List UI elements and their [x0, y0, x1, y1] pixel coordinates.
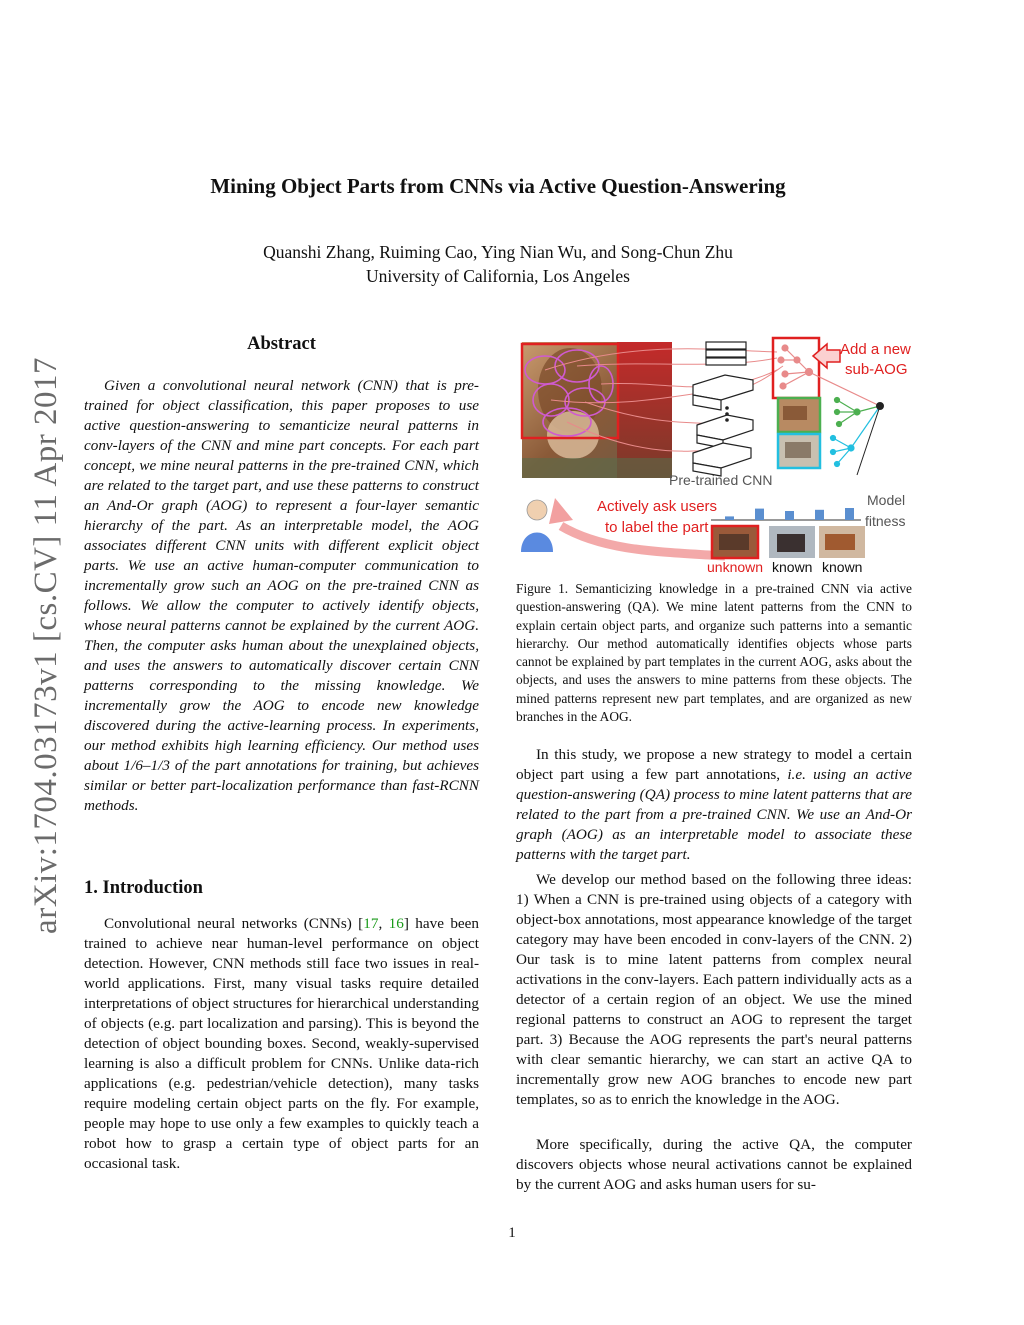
horse-photo: [522, 342, 672, 478]
ask-arrow-head: [549, 498, 573, 524]
figure-1-diagram: [515, 330, 915, 580]
right-paragraph-1: [516, 745, 912, 865]
affiliation: University of California, Los Angeles: [366, 266, 630, 286]
fitness-bar: [845, 508, 854, 520]
known-horse-thumbnails: [778, 398, 820, 468]
section-heading-introduction: 1. Introduction: [84, 878, 203, 898]
right-paragraph-3: More specifically, during the active QA, the computer discovers objects whose neural activations cannot be explained by the current AOG and asks human users for su-: [516, 1136, 912, 1193]
intro-paragraph: [84, 914, 479, 1174]
cnn-stack: [693, 342, 753, 476]
paper-title: Mining Object Parts from CNNs via Active Question-Answering: [210, 174, 786, 198]
intro-text-rest: ] have been trained to achieve near human-level performance on object detection. However, CNN methods still face two issues in real-world applications. First, many visual tasks require detailed interpretations of object structures for hierarchical understanding of objects (e.g. part localization and parsing). This is beyond the detection of object bounding boxes. Second, weakly-supervised learning is also a difficult problem for CNNs. Unlike data-rich applications (e.g. pedestrian/vehicle detection), many tasks require modeling certain object parts on the fly. For example, people may hope to use only a few examples to quickly teach a robot how to grasp a certain type of object parts for an occasional task.: [84, 915, 479, 1172]
add-arrow: [813, 344, 840, 368]
query-thumbnails: [712, 526, 865, 558]
arxiv-id: arXiv:1704.03173v1 [cs.CV] 11 Apr 2017: [27, 356, 64, 934]
label-actively-ask: Actively ask users: [597, 498, 718, 515]
page-number: 1: [508, 1225, 516, 1241]
label-sub-aog: sub-AOG: [845, 361, 908, 378]
fitness-bars: [725, 508, 854, 520]
label-label-part: to label the part: [605, 519, 709, 536]
human-user-icon: [521, 500, 553, 552]
label-fitness: fitness: [865, 513, 906, 529]
figure-caption: Figure 1. Semanticizing knowledge in a pre-trained CNN via active question-answering (QA). We mine latent patterns from the CNN to explain certain object parts, and organize such patterns into a semantic hierarchy. Our method automatically identifies objects whose parts cannot be explained by part templates in the current AOG, asks about the objects, and uses the answers to mine patterns from these objects. The mined patterns represent new part templates, and are organized as new branches in the AOG.: [516, 581, 912, 725]
figure-1: [515, 330, 915, 580]
rp1-plain: In this study, we propose a new strategy to model a certain object part using a few part annotations,: [516, 746, 912, 783]
arxiv-stamp: [25, 355, 67, 935]
abstract-text: Given a convolutional neural network (CNN) that is pre-trained for object classification, this paper proposes to use active question-answering to semanticize neural patterns in conv-layers of the CNN and mine part concepts. For each part concept, we mine neural patterns in the pre-trained CNN, which are related to the target part, and use these patterns to construct an And-Or graph (AOG) to represent a four-layer semantic hierarchy of the part. As an interpretable model, the AOG associates different CNN units with different explicit object parts. We use an active human-computer communication to incrementally grow such an AOG on the pre-trained CNN as follows. We allow the computer to actively identify objects, whose neural patterns cannot be explained by the current AOG. Then, the computer asks human about the unexplained objects, and uses the answers to automatically discover certain CNN patterns corresponding to the missing knowledge. We incrementally grow the AOG to encode new knowledge discovered during the active-learning process. In experiments, our method exhibits high learning efficiency. Our method uses about 1/6–1/3 of the part annotations for training, but achieves similar or better part-localization performance than fast-RCNN methods.: [84, 377, 479, 814]
fitness-bar: [725, 516, 734, 520]
rp1-ie: i.e.: [787, 766, 806, 783]
fitness-bar: [755, 509, 764, 520]
cnn-ellipsis: [725, 406, 729, 422]
aog-root: [857, 403, 884, 476]
rp1-italic: using an active question-answering (QA) process to mine latent patterns that are related to the part from a pre-trained CNN. We use an And-Or graph (AOG) as an interpretable model to associate these patterns with the target part.: [516, 766, 912, 863]
existing-aog-tree: [835, 398, 881, 427]
fitness-bar: [785, 511, 794, 520]
label-unknown: unknown: [707, 559, 764, 575]
intro-text-start: Convolutional neural networks (CNNs) [: [104, 915, 364, 932]
label-model: Model: [867, 492, 906, 508]
label-known: known: [822, 559, 863, 575]
label-add-new: Add a new: [840, 341, 911, 358]
citation-link[interactable]: 17: [363, 915, 379, 932]
right-paragraph-2: We develop our method based on the following three ideas: 1) When a CNN is pre-trained using objects of a category with object-box annotations, most appearance knowledge of the target category may have been encoded in conv-layers of the CNN. 2) Our task is to mine latent patterns from complex neural activations in the conv-layers. Each pattern individually acts as a detector of a certain region of an object. We use the mined regional patterns to construct an AOG to represent the target part. 3) Because the AOG represents the part's neural patterns with clear semantic hierarchy, we can start an active QA to incrementally grow new AOG branches to encode new part templates, so as to enrich the knowledge in the AOG.: [516, 871, 912, 1108]
citation-separator: ,: [378, 915, 389, 932]
abstract-heading: Abstract: [247, 334, 316, 354]
author-list: Quanshi Zhang, Ruiming Cao, Ying Nian Wu, and Song-Chun Zhu: [263, 242, 733, 262]
label-pretrained-cnn: Pre-trained CNN: [669, 472, 773, 488]
citation-link[interactable]: 16: [388, 915, 404, 932]
label-known: known: [772, 559, 813, 575]
fitness-bar: [815, 510, 824, 520]
